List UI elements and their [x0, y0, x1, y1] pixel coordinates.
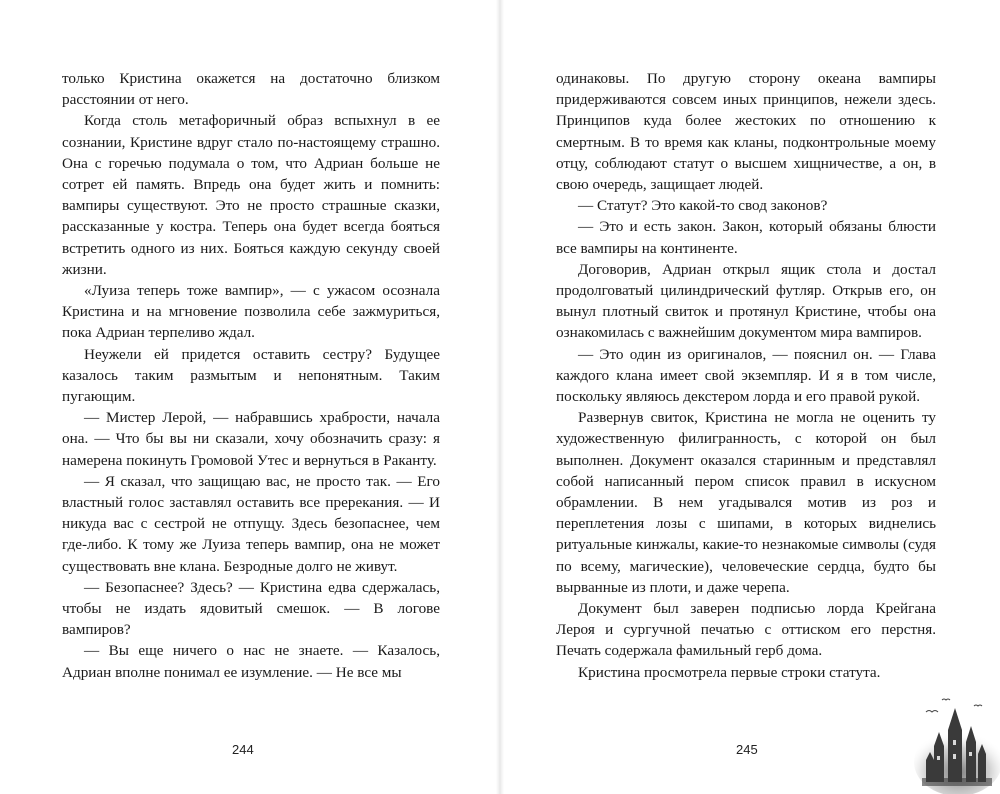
left-page-number: 244	[232, 742, 254, 757]
right-paragraph-6: Развернув свиток, Кристина не могла не оценить ту художественную филигранность, с которой он был выполнен. Документ оказался старинным и представлял собой написанный пером список правил в искусном обрамлении. В нем угадывался мотив из роз и переплетения лозы с шипами, в которых виднелись ритуальные кинжалы, какие-то незнакомые символы (судя по всему, магические), человеческие сердца, будто бы вырванные из плоти, и даже черепа.	[556, 409, 936, 596]
left-paragraph-5: — Мистер Лерой, — набравшись храбрости, начала она. — Что бы вы ни сказали, хочу обозначить сразу: я намерена покинуть Громовой Утес и вернуться в Раканту.	[62, 409, 440, 469]
right-paragraph-4: Договорив, Адриан открыл ящик стола и достал продолговатый цилиндрический футляр. Открыв его, он вынул плотный свиток и протянул Кристине, чтобы она ознакомилась с важнейшим документом мира вампиров.	[556, 260, 936, 342]
left-paragraph-4: Неужели ей придется оставить сестру? Будущее казалось таким размытым и непонятным. Таким пугающим.	[62, 345, 440, 406]
right-paragraph-5: — Это один из оригиналов, — пояснил он. — Глава каждого клана имеет свой экземпляр. И я в том числе, поскольку являюсь декстером лорда и его правой рукой.	[556, 345, 936, 406]
right-paragraph-1: одинаковы. По другую сторону океана вампиры придерживаются совсем иных принципов, нежели здесь. Принципов куда более жестоких по отношению к смертным. В то время как кланы, подконтрольные моему отцу, соблюдают статут о высшем хищничестве, а он, в свою очередь, защищает людей.	[556, 70, 936, 194]
right-page-text	[556, 68, 936, 683]
left-paragraph-2: Когда столь метафоричный образ вспыхнул в ее сознании, Кристине вдруг стало по-настоящему страшно. Она с горечью подумала о том, что Адриан больше не сотрет ей память. Впредь она будет жить и помнить: вампиры существуют. Это не просто страшные сказки, рассказанные у костра. Теперь она будет всегда бояться встретить одного из них. Бояться каждую секунду своей жизни.	[62, 112, 440, 278]
right-paragraph-8: Кристина просмотрела первые строки статута.	[578, 663, 881, 681]
left-page-text	[62, 68, 440, 683]
right-paragraph-3: — Это и есть закон. Закон, который обязаны блюсти все вампиры на континенте.	[556, 218, 936, 257]
left-paragraph-1: только Кристина окажется на достаточно близком расстоянии от него.	[62, 70, 440, 109]
castle-silhouette-icon	[912, 690, 1000, 794]
left-paragraph-3: «Луиза теперь тоже вампир», — с ужасом осознала Кристина и на мгновение позволила себе зажмуриться, пока Адриан терпеливо ждал.	[62, 282, 440, 342]
right-paragraph-2: — Статут? Это какой-то свод законов?	[578, 197, 828, 215]
left-paragraph-7: — Безопаснее? Здесь? — Кристина едва сдержалась, чтобы не издать ядовитый смешок. — В логове вампиров?	[62, 578, 440, 639]
right-page-number: 245	[736, 742, 758, 757]
left-paragraph-6: — Я сказал, что защищаю вас, не просто так. — Его властный голос заставлял оставить все пререкания. — И никуда вас с сестрой не отпущу. Здесь безопаснее, чем где-либо. К тому же Луиза теперь вампир, она не может существовать вне клана. Безродные долго не живут.	[62, 472, 440, 575]
left-paragraph-8: — Вы еще ничего о нас не знаете. — Казалось, Адриан вполне понимал ее изумление. — Не все мы	[62, 642, 440, 681]
right-paragraph-7: Документ был заверен подписью лорда Крейгана Лероя и сургучной печатью с оттиском его перстня. Печать содержала фамильный герб дома.	[556, 600, 936, 660]
book-gutter	[496, 0, 504, 794]
